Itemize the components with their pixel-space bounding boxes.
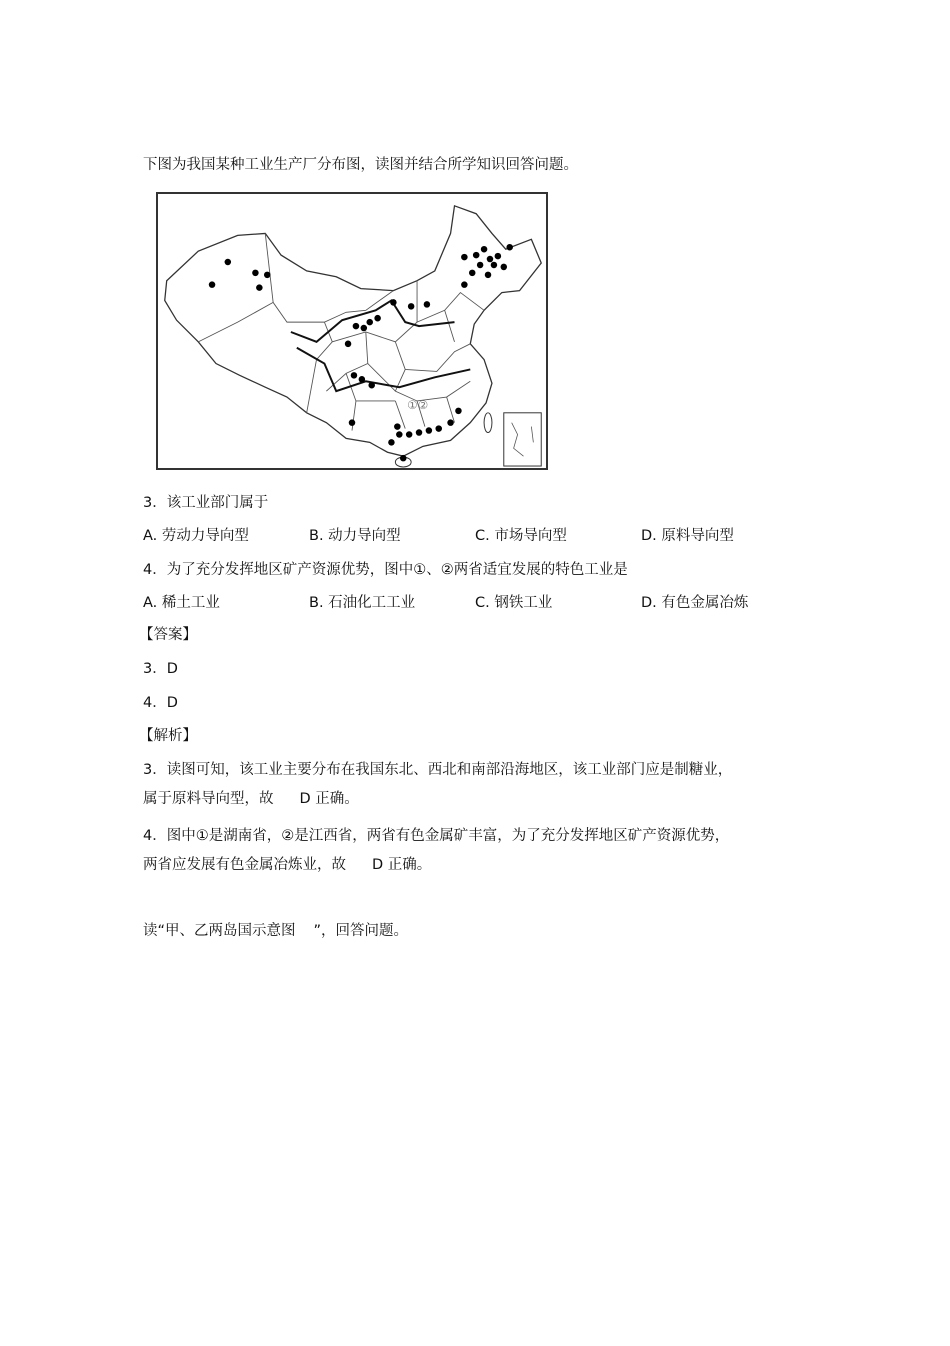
intro-text: 下图为我国某种工业生产厂分布图，读图并结合所学知识回答问题。	[143, 157, 578, 173]
analysis-4-text: 两省应发展有色金属冶炼业，故	[143, 857, 346, 873]
q3-stem: 3．该工业部门属于	[143, 495, 269, 511]
q4-option-a: A. 稀土工业	[143, 595, 220, 611]
river-yangtze	[297, 348, 470, 391]
south-china-sea-inset	[504, 413, 541, 466]
q3-option-b: B. 动力导向型	[309, 528, 401, 544]
factory-points	[209, 244, 513, 461]
china-factory-map	[156, 192, 548, 470]
answer-3: 3．D	[143, 661, 178, 677]
next-intro-part2: ”，回答问题。	[313, 923, 409, 939]
q3-option-d: D. 原料导向型	[641, 528, 734, 544]
analysis-3-line2	[143, 789, 359, 809]
analysis-4-answer: D 正确。	[372, 857, 432, 873]
q3-option-a: A. 劳动力导向型	[143, 528, 249, 544]
analysis-header: 【解析】	[139, 728, 197, 744]
china-map-svg	[158, 194, 546, 468]
taiwan-island	[484, 413, 492, 433]
analysis-3-answer: D 正确。	[299, 791, 359, 807]
next-intro-part1: 读“甲、乙两岛国示意图	[143, 923, 296, 939]
analysis-3-text: 属于原料导向型，故	[143, 791, 274, 807]
analysis-4-line2	[143, 855, 431, 875]
q4-option-b: B. 石油化工工业	[309, 595, 416, 611]
province-markers: ①②	[407, 397, 429, 412]
answer-4: 4．D	[143, 695, 178, 711]
answer-header: 【答案】	[139, 627, 197, 643]
q4-option-c: C. 钢铁工业	[475, 595, 553, 611]
q4-option-d: D. 有色金属冶炼	[641, 595, 749, 611]
province-borders	[198, 233, 484, 430]
next-question-intro	[143, 921, 408, 941]
q4-stem: 4．为了充分发挥地区矿产资源优势，图中①、②两省适宜发展的特色工业是	[143, 562, 628, 578]
q3-option-c: C. 市场导向型	[475, 528, 567, 544]
analysis-4-line1: 4．图中①是湖南省，②是江西省，两省有色金属矿丰富，为了充分发挥地区矿产资源优势，	[143, 828, 730, 844]
analysis-3-line1: 3．读图可知，该工业主要分布在我国东北、西北和南部沿海地区，该工业部门应是制糖业，	[143, 762, 733, 778]
